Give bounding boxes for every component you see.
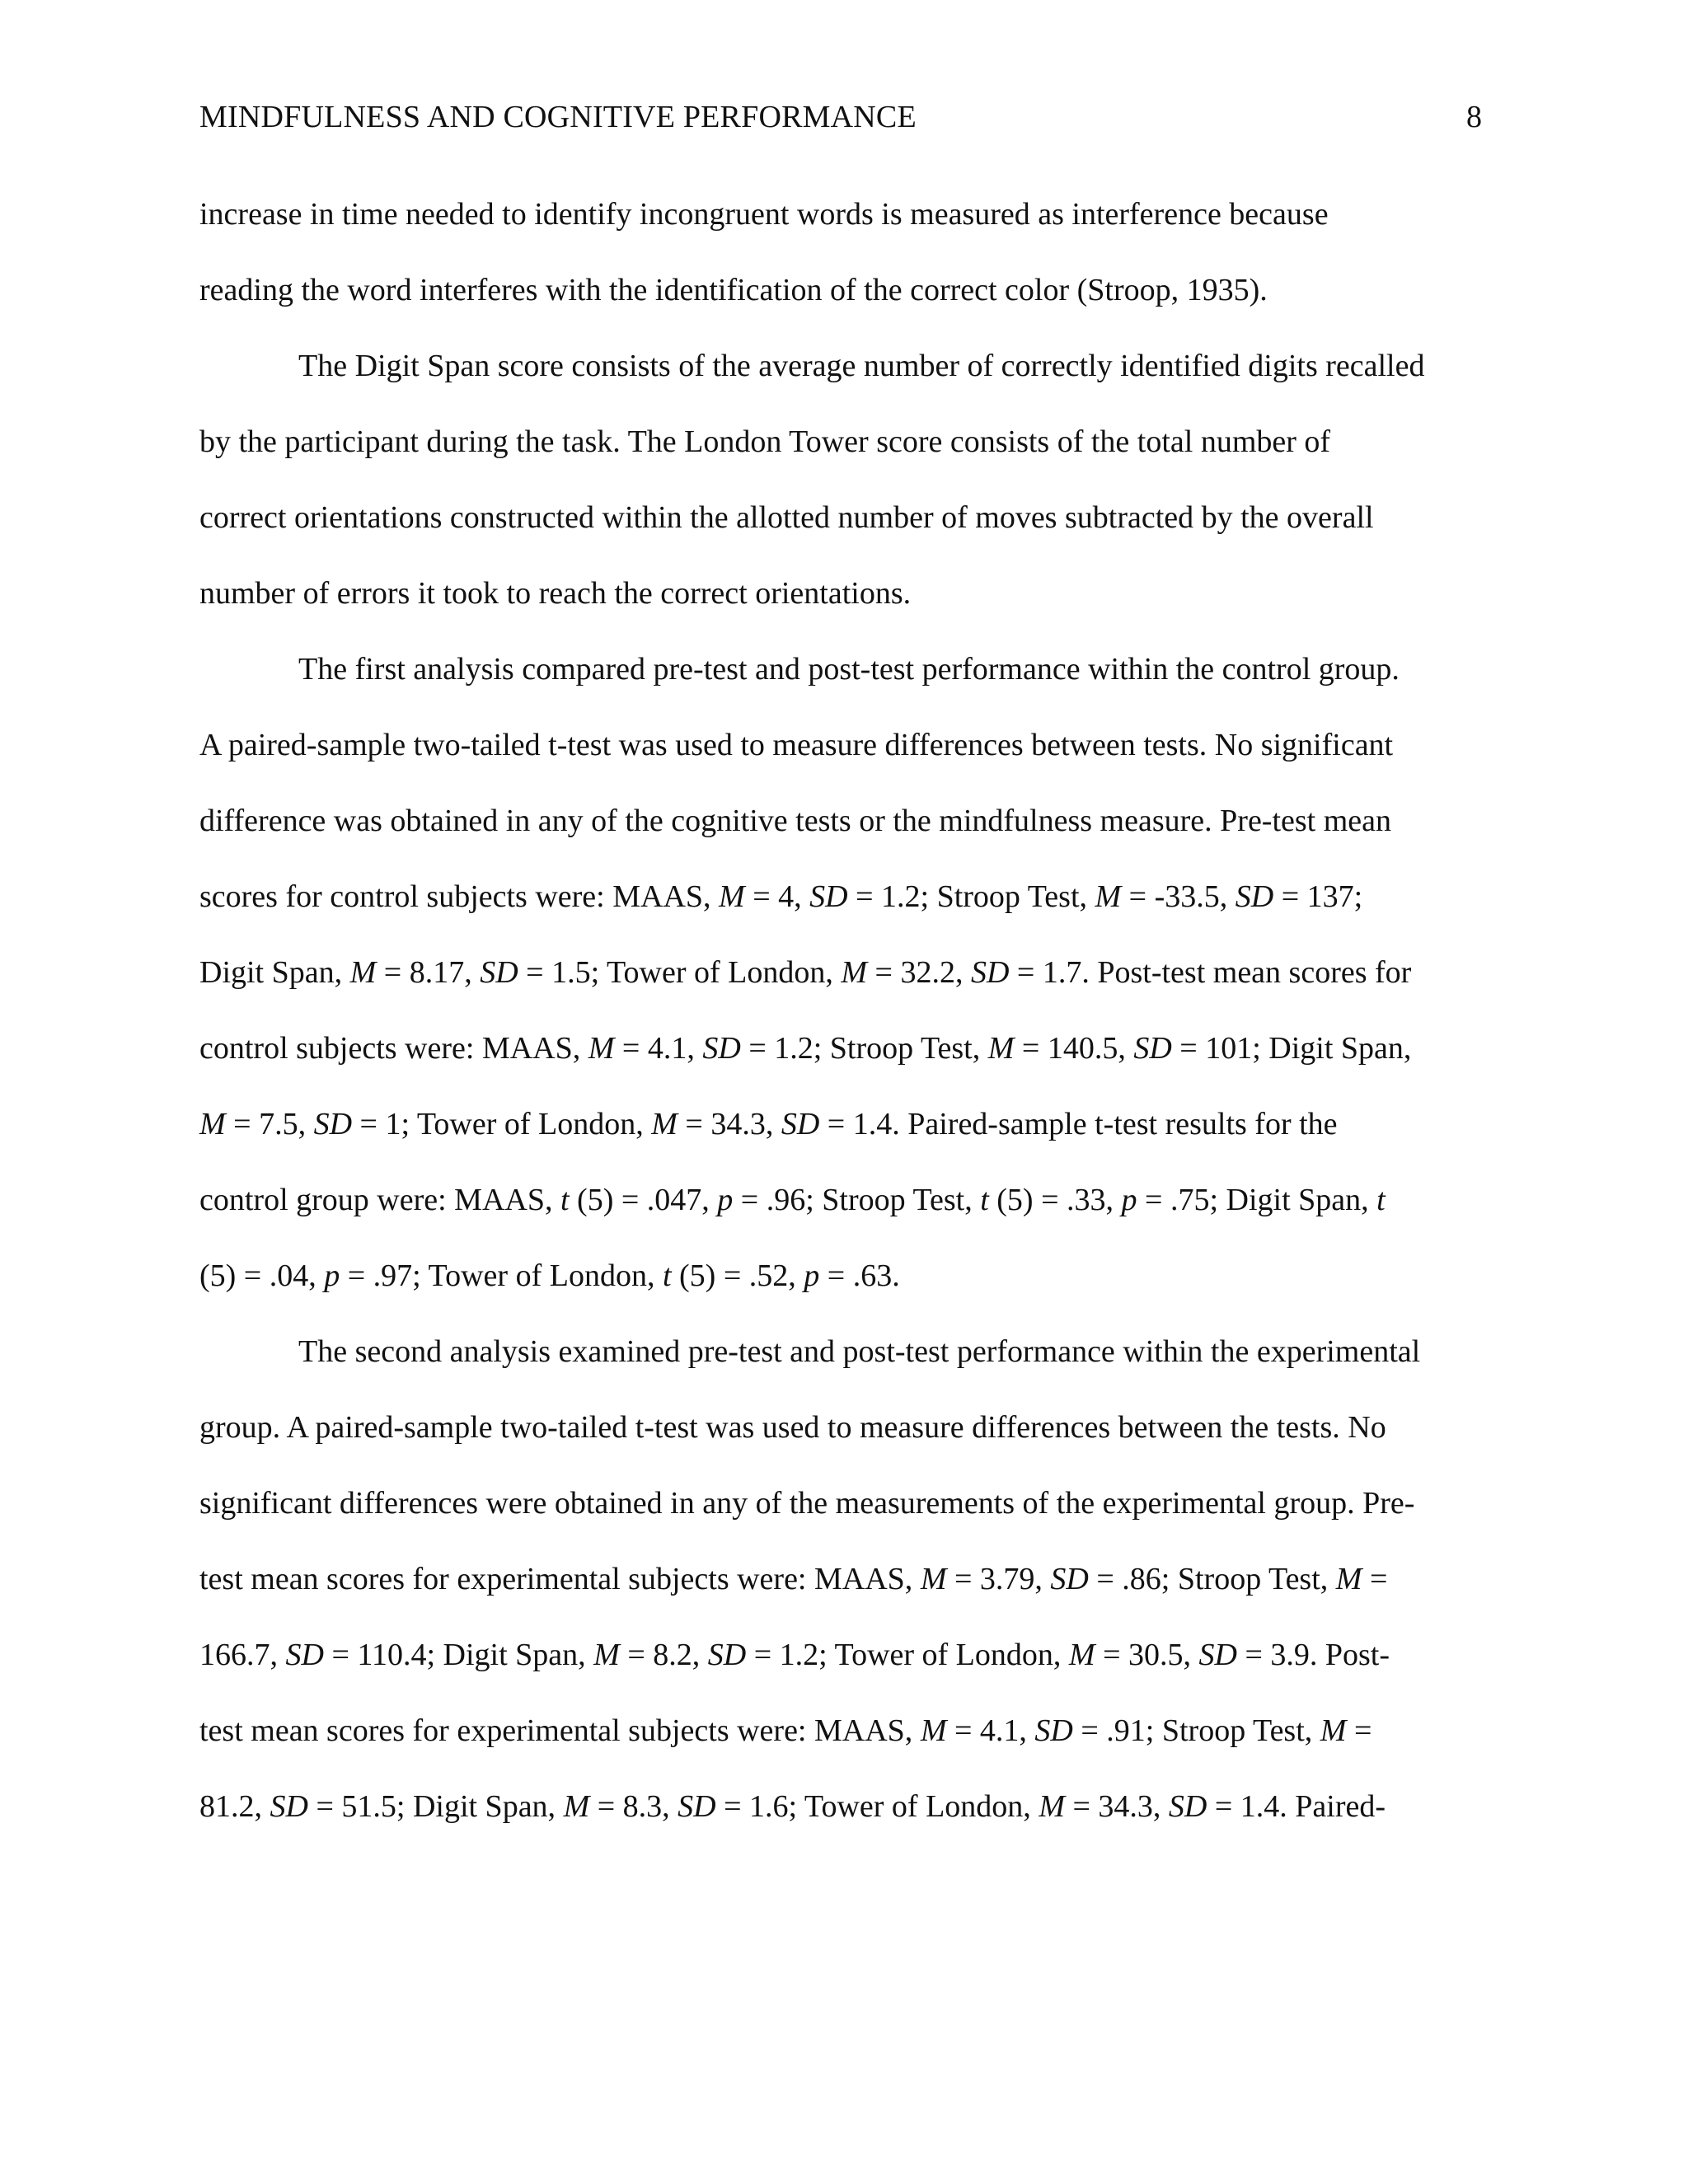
- text-line: (5) = .04, p = .97; Tower of London, t (5) = .52, p = .63.: [199, 1258, 900, 1293]
- text-line: by the participant during the task. The London Tower score consists of the total number of: [199, 424, 1331, 459]
- text-line: Digit Span, M = 8.17, SD = 1.5; Tower of London, M = 32.2, SD = 1.7. Post-test mean scores for: [199, 955, 1412, 990]
- text-line: group. A paired-sample two-tailed t-test was used to measure differences between the tests. No: [199, 1410, 1386, 1445]
- text-line: reading the word interferes with the identification of the correct color (Stroop, 1935).: [199, 273, 1268, 307]
- paragraph: [199, 1332, 1485, 1863]
- text-line: M = 7.5, SD = 1; Tower of London, M = 34.3, SD = 1.4. Paired-sample t-test results for the: [199, 1107, 1338, 1141]
- text-line: correct orientations constructed within the allotted number of moves subtracted by the overall: [199, 500, 1374, 535]
- text-line: test mean scores for experimental subjects were: MAAS, M = 4.1, SD = .91; Stroop Test, M =: [199, 1713, 1372, 1748]
- body-text: [199, 194, 1485, 1863]
- text-line: 81.2, SD = 51.5; Digit Span, M = 8.3, SD = 1.6; Tower of London, M = 34.3, SD = 1.4. Paired-: [199, 1789, 1386, 1824]
- text-line: The second analysis examined pre-test and post-test performance within the experimental: [298, 1334, 1421, 1369]
- text-line: scores for control subjects were: MAAS, M = 4, SD = 1.2; Stroop Test, M = -33.5, SD = 137;: [199, 879, 1363, 914]
- text-line: control group were: MAAS, t (5) = .047, p = .96; Stroop Test, t (5) = .33, p = .75; Digit Span, t: [199, 1183, 1386, 1217]
- text-line: difference was obtained in any of the cognitive tests or the mindfulness measure. Pre-test mean: [199, 804, 1392, 838]
- paragraph: [199, 346, 1485, 649]
- text-line: 166.7, SD = 110.4; Digit Span, M = 8.2, SD = 1.2; Tower of London, M = 30.5, SD = 3.9. Post-: [199, 1638, 1390, 1672]
- text-line: control subjects were: MAAS, M = 4.1, SD = 1.2; Stroop Test, M = 140.5, SD = 101; Digit Span,: [199, 1031, 1412, 1066]
- text-line: number of errors it took to reach the correct orientations.: [199, 576, 912, 611]
- text-line: The Digit Span score consists of the average number of correctly identified digits recalled: [298, 349, 1425, 383]
- text-line: test mean scores for experimental subjects were: MAAS, M = 3.79, SD = .86; Stroop Test, M =: [199, 1562, 1388, 1596]
- text-line: A paired-sample two-tailed t-test was used to measure differences between tests. No significant: [199, 728, 1394, 762]
- running-head: MINDFULNESS AND COGNITIVE PERFORMANCE: [199, 100, 917, 134]
- paragraph: [199, 649, 1485, 1332]
- paragraph: [199, 194, 1485, 346]
- text-line: The first analysis compared pre-test and post-test performance within the control group.: [298, 652, 1400, 687]
- page-number: 8: [1466, 100, 1482, 134]
- text-line: significant differences were obtained in any of the measurements of the experimental group. Pre-: [199, 1486, 1415, 1521]
- text-line: increase in time needed to identify incongruent words is measured as interference because: [199, 197, 1329, 232]
